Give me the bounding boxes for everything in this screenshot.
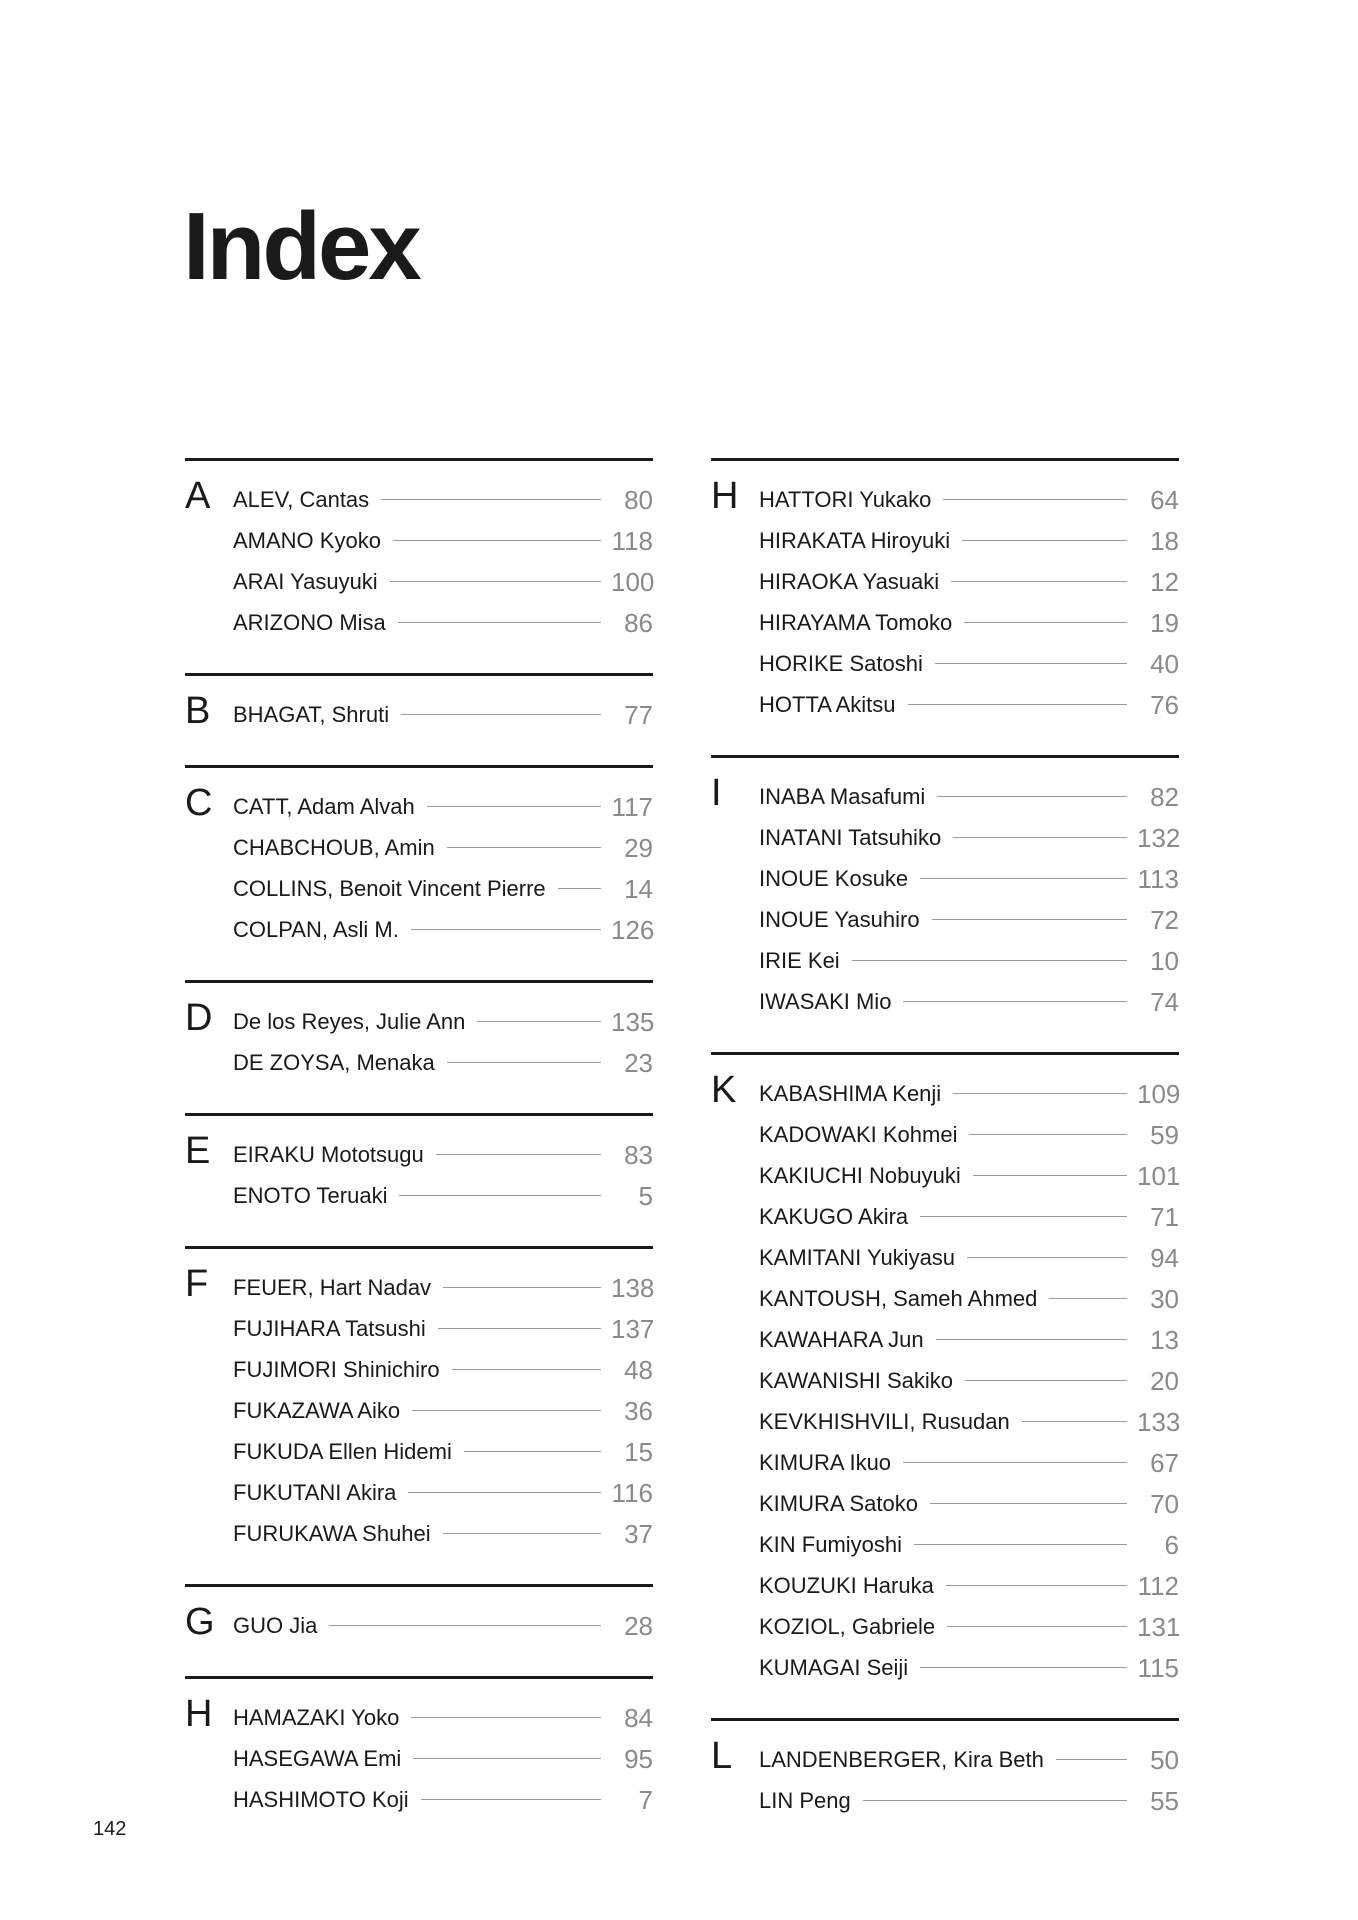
- index-entry: [759, 1278, 1179, 1319]
- index-entry: [759, 899, 1179, 940]
- entry-page-number: 100: [611, 566, 655, 597]
- entry-list: [711, 1069, 1181, 1688]
- leader-line: [411, 929, 601, 930]
- leader-line: [413, 1758, 601, 1759]
- entry-page-number: 14: [624, 873, 653, 904]
- entry-page-number: 20: [1150, 1365, 1179, 1396]
- section-letter: G: [185, 1601, 215, 1643]
- index-entry: [233, 868, 653, 909]
- leader-line: [953, 1093, 1127, 1094]
- index-section-c: [185, 765, 653, 970]
- entry-name: INABA Masafumi: [759, 783, 926, 809]
- entry-name: GUO Jia: [233, 1612, 318, 1638]
- index-entry: [759, 940, 1179, 981]
- index-entry: [233, 1513, 653, 1554]
- entry-name: FEUER, Hart Nadav: [233, 1274, 432, 1300]
- section-letter: A: [185, 475, 211, 517]
- entry-name: KIMURA Satoko: [759, 1490, 918, 1516]
- section-letter: H: [711, 475, 739, 517]
- entry-name: LANDENBERGER, Kira Beth: [759, 1746, 1044, 1772]
- entry-page-number: 71: [1150, 1201, 1179, 1232]
- entry-name: DE ZOYSA, Menaka: [233, 1049, 435, 1075]
- entry-name: INATANI Tatsuhiko: [759, 824, 942, 850]
- entry-page-number: 29: [624, 832, 653, 863]
- entry-page-number: 12: [1150, 566, 1179, 597]
- index-entry: [759, 1155, 1179, 1196]
- entry-name: FUKUDA Ellen Hidemi: [233, 1438, 452, 1464]
- entry-page-number: 117: [611, 791, 653, 822]
- index-entry: [759, 1606, 1179, 1647]
- section-letter: C: [185, 782, 213, 824]
- index-entry: [233, 1308, 653, 1349]
- leader-line: [920, 1216, 1127, 1217]
- entry-name: HAMAZAKI Yoko: [233, 1704, 400, 1730]
- index-entry: [759, 1647, 1179, 1688]
- entry-list: [185, 1130, 653, 1216]
- section-letter: E: [185, 1130, 211, 1172]
- entry-name: KUMAGAI Seiji: [759, 1654, 909, 1680]
- entry-page-number: 37: [624, 1518, 653, 1549]
- leader-line: [1056, 1759, 1127, 1760]
- entry-name: KIMURA Ikuo: [759, 1449, 892, 1475]
- entry-page-number: 112: [1137, 1570, 1179, 1601]
- entry-name: KANTOUSH, Sameh Ahmed: [759, 1285, 1038, 1311]
- index-entry: [233, 1267, 653, 1308]
- index-entry: [233, 1349, 653, 1390]
- index-section-h: [711, 458, 1179, 745]
- entry-name: FUKUTANI Akira: [233, 1479, 397, 1505]
- index-entry: [233, 1605, 653, 1646]
- entry-name: INOUE Yasuhiro: [759, 906, 920, 932]
- index-entry: [759, 1073, 1179, 1114]
- entry-name: De los Reyes, Julie Ann: [233, 1008, 466, 1034]
- entry-name: KEVKHISHVILI, Rusudan: [759, 1408, 1010, 1434]
- entry-page-number: 19: [1150, 607, 1179, 638]
- index-section-e: [185, 1113, 653, 1236]
- index-section-d: [185, 980, 653, 1103]
- section-letter: L: [711, 1735, 733, 1777]
- entry-page-number: 40: [1150, 648, 1179, 679]
- leader-line: [443, 1533, 601, 1534]
- entry-page-number: 28: [624, 1610, 653, 1641]
- entry-page-number: 67: [1150, 1447, 1179, 1478]
- leader-line: [411, 1717, 601, 1718]
- entry-name: HASEGAWA Emi: [233, 1745, 402, 1771]
- index-entry: [759, 817, 1179, 858]
- index-section-b: [185, 673, 653, 755]
- leader-line: [393, 540, 601, 541]
- index-column-right: [711, 458, 1179, 1851]
- leader-line: [943, 499, 1127, 500]
- leader-line: [973, 1175, 1127, 1176]
- entry-page-number: 70: [1150, 1488, 1179, 1519]
- leader-line: [969, 1134, 1127, 1135]
- entry-name: HATTORI Yukako: [759, 486, 932, 512]
- entry-page-number: 55: [1150, 1785, 1179, 1816]
- entry-page-number: 135: [611, 1006, 655, 1037]
- index-entry: [233, 1134, 653, 1175]
- section-letter: H: [185, 1693, 213, 1735]
- index-section-g: [185, 1584, 653, 1666]
- entry-name: FUJIHARA Tatsushi: [233, 1315, 426, 1341]
- index-entry: [759, 684, 1179, 725]
- entry-page-number: 115: [1137, 1652, 1179, 1683]
- leader-line: [399, 1195, 601, 1196]
- leader-line: [953, 837, 1127, 838]
- index-entry: [759, 1565, 1179, 1606]
- entry-list: [711, 1735, 1179, 1821]
- entry-name: HOTTA Akitsu: [759, 691, 896, 717]
- leader-line: [477, 1021, 601, 1022]
- entry-list: [185, 475, 655, 643]
- index-entry: [759, 561, 1179, 602]
- index-entry: [759, 1401, 1179, 1442]
- section-letter: D: [185, 997, 213, 1039]
- entry-name: KADOWAKI Kohmei: [759, 1121, 958, 1147]
- entry-list: [711, 772, 1181, 1022]
- index-entry: [759, 981, 1179, 1022]
- leader-line: [447, 847, 601, 848]
- index-entry: [759, 602, 1179, 643]
- entry-page-number: 5: [638, 1180, 653, 1211]
- entry-list: [185, 997, 655, 1083]
- index-entry: [233, 1390, 653, 1431]
- leader-line: [964, 622, 1127, 623]
- leader-line: [852, 960, 1127, 961]
- entry-name: HIRAYAMA Tomoko: [759, 609, 953, 635]
- entry-list: [185, 1263, 655, 1554]
- index-entry: [233, 1738, 653, 1779]
- entry-name: LIN Peng: [759, 1787, 851, 1813]
- leader-line: [903, 1001, 1127, 1002]
- entry-page-number: 80: [624, 484, 653, 515]
- entry-page-number: 133: [1137, 1406, 1181, 1437]
- entry-page-number: 6: [1164, 1529, 1179, 1560]
- entry-page-number: 76: [1150, 689, 1179, 720]
- entry-list: [185, 1693, 653, 1820]
- index-entry: [233, 1779, 653, 1820]
- entry-page-number: 36: [624, 1395, 653, 1426]
- index-entry: [233, 1697, 653, 1738]
- index-section-i: [711, 755, 1179, 1042]
- entry-page-number: 23: [624, 1047, 653, 1078]
- entry-name: HIRAOKA Yasuaki: [759, 568, 940, 594]
- entry-page-number: 126: [611, 914, 655, 945]
- entry-list: [185, 782, 655, 950]
- entry-name: KIN Fumiyoshi: [759, 1531, 903, 1557]
- entry-page-number: 48: [624, 1354, 653, 1385]
- leader-line: [436, 1154, 601, 1155]
- entry-name: KAKIUCHI Nobuyuki: [759, 1162, 961, 1188]
- leader-line: [401, 714, 601, 715]
- index-entry: [233, 561, 653, 602]
- index-section-k: [711, 1052, 1179, 1708]
- index-entry: [233, 1042, 653, 1083]
- entry-page-number: 137: [611, 1313, 655, 1344]
- entry-page-number: 94: [1150, 1242, 1179, 1273]
- entry-name: HORIKE Satoshi: [759, 650, 923, 676]
- entry-page-number: 77: [624, 699, 653, 730]
- leader-line: [920, 1667, 1127, 1668]
- entry-page-number: 83: [624, 1139, 653, 1170]
- entry-page-number: 82: [1150, 781, 1179, 812]
- entry-page-number: 132: [1137, 822, 1181, 853]
- entry-name: FUKAZAWA Aiko: [233, 1397, 401, 1423]
- index-entry: [759, 1524, 1179, 1565]
- entry-page-number: 10: [1150, 945, 1179, 976]
- entry-list: [711, 475, 1179, 725]
- index-entry: [759, 1739, 1179, 1780]
- entry-name: KAWAHARA Jun: [759, 1326, 924, 1352]
- index-entry: [233, 602, 653, 643]
- entry-page-number: 138: [611, 1272, 655, 1303]
- entry-list: [185, 690, 653, 735]
- entry-page-number: 116: [611, 1477, 653, 1508]
- entry-page-number: 109: [1137, 1078, 1181, 1109]
- leader-line: [421, 1799, 601, 1800]
- entry-name: FUJIMORI Shinichiro: [233, 1356, 440, 1382]
- leader-line: [935, 663, 1127, 664]
- entry-page-number: 13: [1150, 1324, 1179, 1355]
- index-entry: [233, 1175, 653, 1216]
- entry-name: KAWANISHI Sakiko: [759, 1367, 953, 1393]
- entry-page-number: 18: [1150, 525, 1179, 556]
- leader-line: [932, 919, 1127, 920]
- leader-line: [438, 1328, 601, 1329]
- leader-line: [452, 1369, 601, 1370]
- index-entry: [233, 1001, 653, 1042]
- entry-name: KOZIOL, Gabriele: [759, 1613, 936, 1639]
- index-entry: [759, 1442, 1179, 1483]
- index-entry: [233, 1472, 653, 1513]
- index-section-l: [711, 1718, 1179, 1841]
- index-entry: [233, 520, 653, 561]
- index-entry: [759, 643, 1179, 684]
- leader-line: [914, 1544, 1127, 1545]
- section-letter: K: [711, 1069, 737, 1111]
- index-entry: [759, 1196, 1179, 1237]
- leader-line: [412, 1410, 601, 1411]
- entry-page-number: 7: [638, 1784, 653, 1815]
- entry-name: ARAI Yasuyuki: [233, 568, 378, 594]
- entry-name: COLPAN, Asli M.: [233, 916, 399, 942]
- entry-name: ARIZONO Misa: [233, 609, 386, 635]
- leader-line: [1049, 1298, 1127, 1299]
- entry-page-number: 113: [1137, 863, 1179, 894]
- leader-line: [427, 806, 601, 807]
- section-letter: B: [185, 690, 211, 732]
- entry-page-number: 64: [1150, 484, 1179, 515]
- entry-name: KAKUGO Akira: [759, 1203, 909, 1229]
- leader-line: [967, 1257, 1127, 1258]
- entry-name: ALEV, Cantas: [233, 486, 370, 512]
- leader-line: [936, 1339, 1127, 1340]
- index-entry: [759, 520, 1179, 561]
- index-entry: [233, 786, 653, 827]
- leader-line: [464, 1451, 601, 1452]
- index-entry: [759, 858, 1179, 899]
- entry-page-number: 86: [624, 607, 653, 638]
- entry-name: IRIE Kei: [759, 947, 840, 973]
- entry-name: KAMITANI Yukiyasu: [759, 1244, 956, 1270]
- leader-line: [398, 622, 601, 623]
- leader-line: [903, 1462, 1127, 1463]
- leader-line: [946, 1585, 1127, 1586]
- leader-line: [937, 796, 1127, 797]
- index-entry: [233, 694, 653, 735]
- leader-line: [381, 499, 601, 500]
- leader-line: [920, 878, 1127, 879]
- index-entry: [759, 776, 1179, 817]
- index-entry: [233, 827, 653, 868]
- index-entry: [759, 1237, 1179, 1278]
- entry-name: EIRAKU Mototsugu: [233, 1141, 424, 1167]
- index-section-f: [185, 1246, 653, 1574]
- leader-line: [1022, 1421, 1127, 1422]
- entry-name: HASHIMOTO Koji: [233, 1786, 409, 1812]
- index-section-a: [185, 458, 653, 663]
- index-column-left: [185, 458, 653, 1850]
- leader-line: [390, 581, 601, 582]
- index-entry: [233, 479, 653, 520]
- index-entry: [759, 479, 1179, 520]
- entry-page-number: 30: [1150, 1283, 1179, 1314]
- section-letter: F: [185, 1263, 209, 1305]
- entry-name: IWASAKI Mio: [759, 988, 892, 1014]
- index-entry: [233, 1431, 653, 1472]
- entry-page-number: 131: [1137, 1611, 1181, 1642]
- entry-name: INOUE Kosuke: [759, 865, 909, 891]
- entry-name: COLLINS, Benoit Vincent Pierre: [233, 875, 546, 901]
- leader-line: [962, 540, 1127, 541]
- entry-page-number: 74: [1150, 986, 1179, 1017]
- leader-line: [863, 1800, 1127, 1801]
- entry-page-number: 72: [1150, 904, 1179, 935]
- leader-line: [965, 1380, 1127, 1381]
- leader-line: [951, 581, 1127, 582]
- entry-name: ENOTO Teruaki: [233, 1182, 388, 1208]
- entry-name: FURUKAWA Shuhei: [233, 1520, 431, 1546]
- entry-name: HIRAKATA Hiroyuki: [759, 527, 951, 553]
- page-number: 142: [93, 1818, 127, 1840]
- entry-name: CATT, Adam Alvah: [233, 793, 415, 819]
- entry-page-number: 101: [1137, 1160, 1181, 1191]
- index-entry: [759, 1483, 1179, 1524]
- leader-line: [930, 1503, 1127, 1504]
- leader-line: [408, 1492, 601, 1493]
- section-letter: I: [711, 772, 722, 814]
- entry-name: KABASHIMA Kenji: [759, 1080, 942, 1106]
- entry-name: KOUZUKI Haruka: [759, 1572, 934, 1598]
- entry-page-number: 59: [1150, 1119, 1179, 1150]
- index-entry: [233, 909, 653, 950]
- leader-line: [558, 888, 601, 889]
- leader-line: [947, 1626, 1127, 1627]
- entry-name: BHAGAT, Shruti: [233, 701, 390, 727]
- entry-list: [185, 1601, 653, 1646]
- leader-line: [443, 1287, 601, 1288]
- index-section-h: [185, 1676, 653, 1840]
- leader-line: [447, 1062, 601, 1063]
- entry-page-number: 95: [624, 1743, 653, 1774]
- entry-page-number: 84: [624, 1702, 653, 1733]
- entry-page-number: 50: [1150, 1744, 1179, 1775]
- entry-name: AMANO Kyoko: [233, 527, 381, 553]
- index-entry: [759, 1114, 1179, 1155]
- leader-line: [908, 704, 1127, 705]
- index-entry: [759, 1319, 1179, 1360]
- page-title: Index: [183, 193, 419, 301]
- index-entry: [759, 1360, 1179, 1401]
- entry-page-number: 118: [611, 525, 653, 556]
- entry-page-number: 15: [624, 1436, 653, 1467]
- entry-name: CHABCHOUB, Amin: [233, 834, 435, 860]
- index-entry: [759, 1780, 1179, 1821]
- leader-line: [329, 1625, 601, 1626]
